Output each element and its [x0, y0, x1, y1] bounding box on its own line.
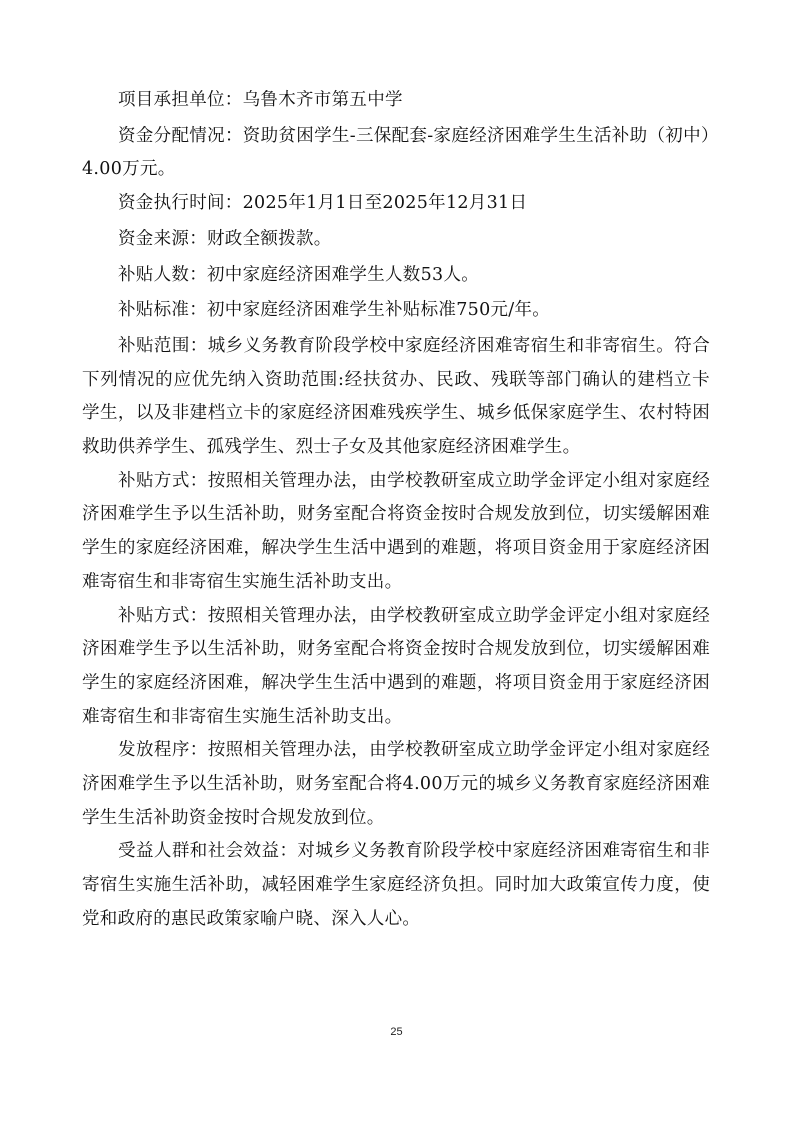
paragraph-beneficiaries: 受益人群和社会效益：对城乡义务教育阶段学校中家庭经济困难寄宿生和非寄宿生实施生活补助，减轻困难学生家庭经济负担。同时加大政策宣传力度，使党和政府的惠民政策家喻户晓、深入人心。	[82, 841, 710, 929]
paragraph-subsidy-scope: 补贴范围：城乡义务教育阶段学校中家庭经济困难寄宿生和非寄宿生。符合下列情况的应优先纳入资助范围:经扶贫办、民政、残联等部门确认的建档立卡学生，以及非建档立卡的家庭经济困难残疾学生、城乡低保家庭学生、农村特困救助供养学生、孤残学生、烈士子女及其他家庭经济困难学生。	[82, 335, 710, 458]
paragraph-fund-allocation: 资金分配情况：资助贫困学生-三保配套-家庭经济困难学生生活补助（初中）4.00万元。	[82, 125, 710, 180]
paragraph-subsidy-standard: 补贴标准：初中家庭经济困难学生补贴标准750元/年。	[118, 300, 551, 321]
paragraph-subsidy-count: 补贴人数：初中家庭经济困难学生人数53人。	[118, 264, 480, 285]
paragraph-distribution-procedure: 发放程序：按照相关管理办法，由学校教研室成立助学金评定小组对家庭经济困难学生予以生活补助，财务室配合将4.00万元的城乡义务教育家庭经济困难学生生活补助资金按时合规发放到位。	[82, 740, 710, 828]
paragraph-subsidy-method: 补贴方式：按照相关管理办法，由学校教研室成立助学金评定小组对家庭经济困难学生予以生活补助，财务室配合将资金按时合规发放到位，切实缓解困难学生的家庭经济困难，解决学生生活中遇到的难题，将项目资金用于家庭经济困难寄宿生和非寄宿生实施生活补助支出。	[82, 470, 710, 592]
page-number: 25	[390, 1026, 403, 1038]
paragraph-execution-time: 资金执行时间：2025年1月1日至2025年12月31日	[118, 193, 528, 214]
document-body	[82, 84, 710, 937]
paragraph-project-unit: 项目承担单位：乌鲁木齐市第五中学	[118, 90, 403, 110]
paragraph-fund-source: 资金来源：财政全额拨款。	[118, 228, 332, 249]
paragraph-subsidy-method-repeat: 补贴方式：按照相关管理办法，由学校教研室成立助学金评定小组对家庭经济困难学生予以生活补助，财务室配合将资金按时合规发放到位，切实缓解困难学生的家庭经济困难，解决学生生活中遇到的难题，将项目资金用于家庭经济困难寄宿生和非寄宿生实施生活补助支出。	[82, 605, 710, 727]
